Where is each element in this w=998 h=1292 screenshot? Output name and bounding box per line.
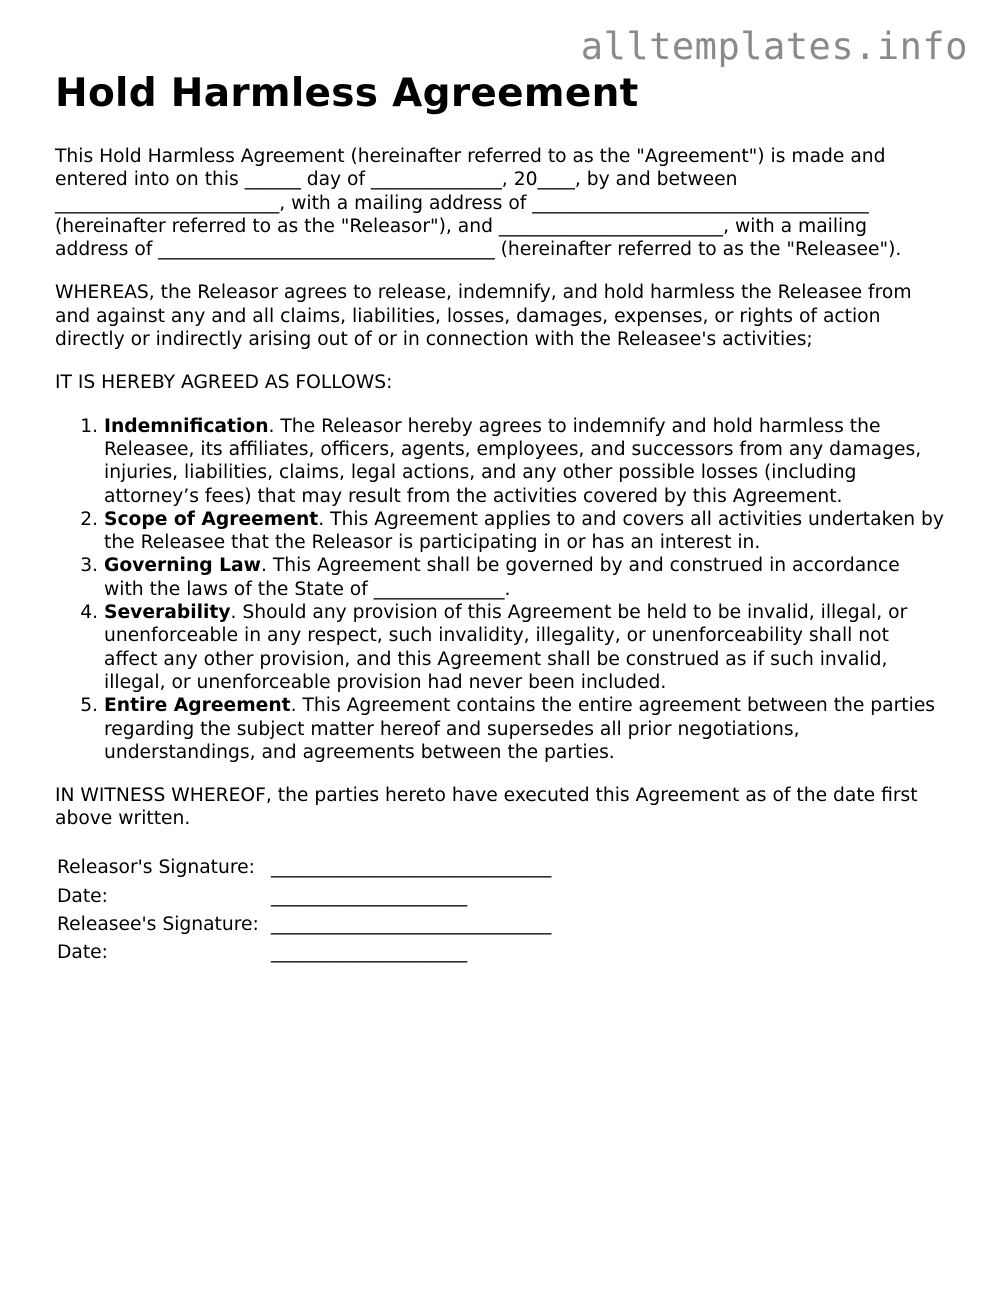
intro-paragraph: This Hold Harmless Agreement (hereinafter referred to as the "Agreement") is made and entered into on this ______ day of ______________, 20____, by and between ________________________, with a mailing address of ____________________________________ (hereinafter referred to as the "Releasor"), and ________________________, with a mailing address of ____________________________________ (hereinafter referred to as the "Releasee").	[55, 146, 902, 261]
signature-line[interactable]: ______________________________	[271, 857, 552, 879]
signature-label: Releasee's Signature:	[57, 913, 259, 935]
term-heading: Governing Law	[104, 555, 261, 577]
whereas-paragraph: WHEREAS, the Releasor agrees to release, indemnify, and hold harmless the Releasee from and against any and all claims, liabilities, losses, damages, expenses, or rights of action directly or indirectly arising out of or in connection with the Releasee's activities;	[55, 282, 912, 351]
term-heading: Indemnification	[104, 415, 269, 437]
term-heading: Scope of Agreement	[104, 508, 319, 530]
agreed-heading: IT IS HEREBY AGREED AS FOLLOWS:	[55, 372, 393, 394]
date-line[interactable]: _____________________	[271, 942, 468, 964]
term-item-governing-law	[104, 554, 945, 601]
signature-row-releasee	[57, 910, 551, 938]
document-title: Hold Harmless Agreement	[55, 71, 639, 116]
term-text: . This Agreement applies to and covers all activities undertaken by the Releasee that the Releasor is participating in or has an interest in.	[104, 508, 944, 554]
date-row-releasee	[57, 939, 551, 967]
signature-block	[57, 854, 551, 967]
term-item-severability	[104, 601, 945, 694]
date-label: Date:	[57, 885, 108, 907]
term-heading: Entire Agreement	[104, 695, 291, 717]
term-text: . This Agreement contains the entire agreement between the parties regarding the subject matter hereof and supersedes all prior negotiations, understandings, and agreements between the parties.	[104, 695, 936, 763]
witness-paragraph: IN WITNESS WHEREOF, the parties hereto have executed this Agreement as of the date first above written.	[55, 785, 918, 830]
signature-label: Releasor's Signature:	[57, 857, 255, 879]
term-item-scope	[104, 508, 945, 555]
term-text: . Should any provision of this Agreement be held to be invalid, illegal, or unenforceable in any respect, such invalidity, illegality, or unenforceability shall not affect any other provision, and this Agreement shall be construed as if such invalid, illegal, or unenforceable provision had never been included.	[104, 602, 908, 693]
signature-row-releasor	[57, 854, 551, 882]
date-row-releasor	[57, 882, 551, 910]
term-text: . This Agreement shall be governed by and construed in accordance with the laws of the State of ______________.	[104, 555, 900, 600]
watermark: alltemplates.info	[580, 25, 968, 68]
document-page	[55, 70, 945, 967]
date-line[interactable]: _____________________	[271, 885, 468, 907]
date-label: Date:	[57, 942, 108, 964]
terms-list	[55, 415, 945, 764]
term-item-entire-agreement	[104, 694, 945, 764]
term-heading: Severability	[104, 602, 231, 624]
term-item-indemnification	[104, 415, 945, 508]
term-text: . The Releasor hereby agrees to indemnify and hold harmless the Releasee, its affiliates, officers, agents, employees, and successors from any damages, injuries, liabilities, claims, legal actions, and any other possible losses (including attorney’s fees) that may result from the activities covered by this Agreement.	[104, 415, 922, 507]
signature-line[interactable]: ______________________________	[271, 913, 552, 935]
